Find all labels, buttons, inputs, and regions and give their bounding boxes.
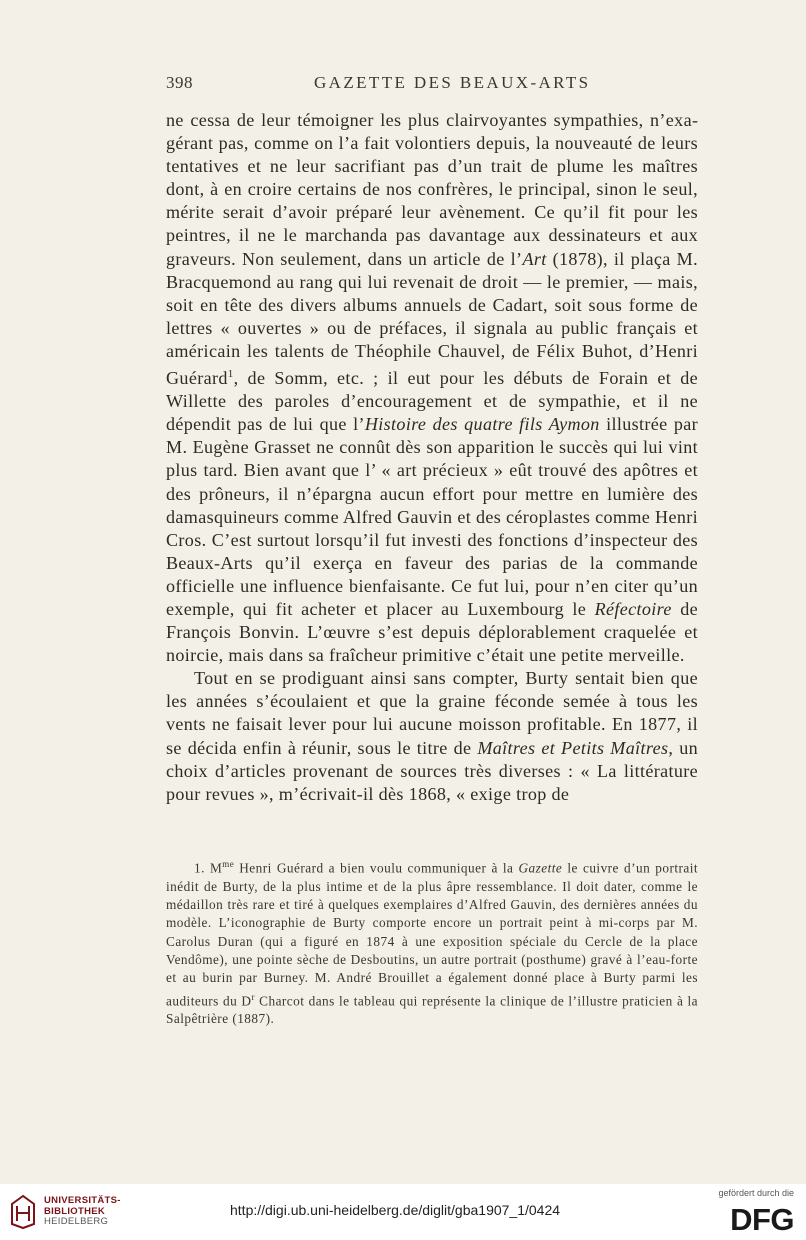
dfg-logo: DFG xyxy=(730,1202,794,1237)
funding-note: gefördert durch die xyxy=(718,1188,794,1198)
footnote-ref[interactable]: 1 xyxy=(227,368,234,381)
digitization-footer xyxy=(0,1184,806,1240)
footnote-1: 1. $M^{me}$ Henri Guérard a bien voulu communiquer à la Gazette le cuivre d’un portrait inédit de Burty, de la plus intime et de la plus âpre ressemblance. Il doit dater, comme le médaillon très rare et tiré à quelques exemplaires d’Alfred Gauvin, des dernières années du modèle. L’iconographie de Burty comporte encore un portrait peint à mi-corps par M. Carolus Duran (qui a figuré en 1874 à une exposition spéciale du Cercle de la place Vendôme), une pointe sèche de Desboutins, un autre portrait (posthume) gravé à l’eau-forte et au burin par Burney. M. André Brouillet a également donné place à Burty parmi les auditeurs du $D^r$ Charcot dans le tableau qui représente la clinique de l’illustre praticien à la Salpêtrière (1887). xyxy=(166,859,699,1027)
page-number: 398 xyxy=(166,73,193,92)
paragraph-1: ne cessa de leur témoigner les plus clairvoyantes sympathies, n’exagérant pas, comme on l’a fait volontiers depuis, la nouveauté de leurs tentatives et ne leur sacrifiant pas d’un trait de plume les maîtres dont, à en croire certains de nos confrères, le principal, sinon le seul, mérite serait d’avoir préparé leur avènement. Ce qu’il fit pour les peintres, il ne le marchanda pas davantage aux dessinateurs et aux graveurs. Non seulement, dans un article de l’Art (1878), il plaça M. Bracquemond au rang qui lui revenait de droit — le premier, — mais, soit en tête des divers albums annuels de Cadart, soit sous forme de lettres « ouvertes » ou de préfaces, il signala au public français et américain les talents de Théophile Chauvel, de Félix Buhot, d’Henri Guérard$^1$, de Somm, etc. ; il eut pour les débuts de Forain et de Willette des paroles d’encouragement et de sympathie, et il ne dépendit pas de lui que l’Histoire des quatre fils Aymon illustrée par M. Eugène Grasset ne connût dès son apparition le succès qui lui vint plus tard. Bien avant que l’ « art précieux » eût trouvé des apôtres et des prôneurs, il n’épargna aucun effort pour mettre en lumière des damasquineurs comme Alfred Gauvin et des céroplastes comme Henri Cros. C’est surtout lorsqu’il fut investi des fonctions d’inspecteur des Beaux-Arts qu’il exerça en faveur des parias de la commande officielle une influence bienfaisante. Ce fut lui, pour n’en citer qu’un exemple, qui fit acheter et placer au Luxembourg le Réfectoire de François Bonvin. L’œuvre s’est depuis déplorablement craquelée et noircie, mais dans sa fraîcheur primitive c’était une petite merveille. xyxy=(166,110,698,666)
library-name: UNIVERSITÄTS- BIBLIOTHEK HEIDELBERG xyxy=(44,1195,121,1227)
library-logo-icon xyxy=(8,1194,38,1230)
paragraph-2: Tout en se prodiguant ainsi sans compter, Burty sentait bien que les années s’écoulaient et que la graine féconde semée à tous les vents ne faisait lever pour lui aucune moisson profitable. En 1877, il se décida enfin à réunir, sous le titre de Maîtres et Petits Maîtres, un choix d’articles provenant de sources très diverses : « La littérature pour revues », m’écrivait-il dès 1868, « exige trop de xyxy=(166,668,698,804)
main-text xyxy=(166,109,698,806)
running-header xyxy=(166,73,696,95)
running-title: GAZETTE DES BEAUX-ARTS xyxy=(314,73,591,92)
permalink[interactable]: http://digi.ub.uni-heidelberg.de/diglit/gba1907_1/0424 xyxy=(230,1202,561,1218)
footnote xyxy=(166,855,698,1029)
